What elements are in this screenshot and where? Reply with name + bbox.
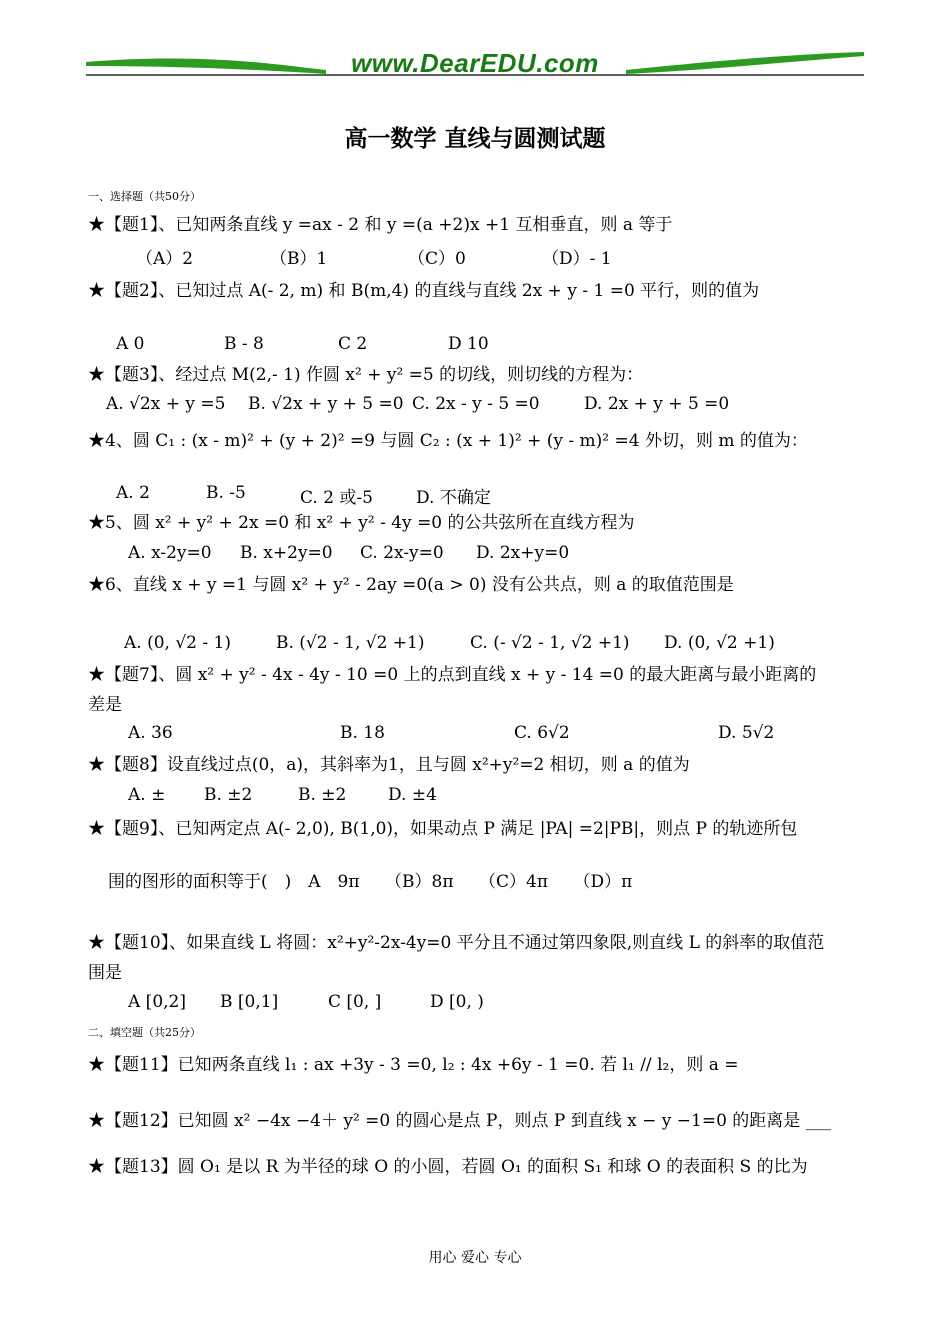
question-10-line-2: 围是 [88, 963, 122, 983]
q4-option-b: B. -5 [206, 483, 246, 503]
question-9-line-2: 围的图形的面积等于( ) A 9π （B）8π （C）4π （D）π [108, 872, 633, 892]
question-2: ★【题2】、已知过点 A(- 2, m) 和 B(m,4) 的直线与直线 2x + y - 1 =0 平行，则的值为 [88, 281, 760, 301]
q3-option-b: B. √2x + y + 5 =0 [248, 394, 404, 414]
q6-option-a: A. (0, √2 - 1) [124, 633, 231, 653]
q5-option-d: D. 2x+y=0 [476, 543, 570, 563]
q5-option-a: A. x-2y=0 [128, 543, 212, 563]
question-6: ★6、直线 x + y =1 与圆 x² + y² - 2ay =0(a > 0) 没有公共点，则 a 的取值范围是 [88, 575, 734, 595]
question-7-line-1: ★【题7】、圆 x² + y² - 4x - 4y - 10 =0 上的点到直线 x + y - 14 =0 的最大距离与最小距离的 [88, 665, 817, 685]
q2-option-d: D 10 [448, 334, 489, 354]
q10-option-b: B [0,1] [220, 992, 279, 1012]
q8-option-a: A. ± [128, 785, 166, 805]
q5-option-c: C. 2x-y=0 [360, 543, 444, 563]
q7-option-b: B. 18 [340, 723, 385, 743]
page-footer: 用心 爱心 专心 [428, 1250, 522, 1266]
question-5: ★5、圆 x² + y² + 2x =0 和 x² + y² - 4y =0 的公共弦所在直线方程为 [88, 513, 635, 533]
q7-option-a: A. 36 [128, 723, 173, 743]
q4-option-a: A. 2 [116, 483, 150, 503]
page-title: 高一数学 直线与圆测试题 [344, 126, 606, 152]
page-header [86, 44, 864, 84]
q3-option-a: A. √2x + y =5 [106, 394, 226, 414]
q10-option-a: A [0,2] [128, 992, 186, 1012]
section-heading-fill: 二、填空题（共25分） [88, 1026, 201, 1039]
q10-option-c: C [0, ] [328, 992, 382, 1012]
q3-option-d: D. 2x + y + 5 =0 [584, 394, 730, 414]
site-logo-text[interactable]: www.DearEDU.com [351, 48, 599, 78]
question-10-line-1: ★【题10】、如果直线 L 将圆：x²+y²-2x-4y=0 平分且不通过第四象限,则直线 L 的斜率的取值范 [88, 933, 825, 953]
q8-option-b: B. ±2 [204, 785, 253, 805]
q2-option-b: B - 8 [224, 334, 264, 354]
q1-option-c: （C）0 [408, 249, 466, 269]
q8-option-b2: B. ±2 [298, 785, 347, 805]
question-11: ★【题11】已知两条直线 l₁ : ax +3y - 3 =0, l₂ : 4x +6y - 1 =0. 若 l₁ // l₂，则 a = [88, 1055, 739, 1075]
question-3: ★【题3】、经过点 M(2,- 1) 作圆 x² + y² =5 的切线，则切线的方程为： [88, 365, 644, 385]
question-13: ★【题13】圆 O₁ 是以 R 为半径的球 O 的小圆，若圆 O₁ 的面积 S₁ 和球 O 的表面积 S 的比为 [88, 1157, 808, 1177]
q2-option-a: A 0 [116, 334, 145, 354]
q4-option-c: C. 2 或-5 [300, 488, 373, 508]
question-1: ★【题1】、已知两条直线 y =ax - 2 和 y =(a +2)x +1 互相垂直，则 a 等于 [88, 215, 673, 235]
q1-option-b: （B）1 [270, 249, 328, 269]
question-7-line-2: 差是 [88, 695, 122, 715]
q4-option-d: D. 不确定 [416, 488, 491, 508]
q2-option-c: C 2 [338, 334, 368, 354]
q7-option-d: D. 5√2 [718, 723, 775, 743]
question-8: ★【题8】设直线过点(0，a)，其斜率为1，且与圆 x²+y²=2 相切，则 a 的值为 [88, 755, 690, 775]
q6-option-b: B. (√2 - 1, √2 +1) [276, 633, 425, 653]
q6-option-c: C. (- √2 - 1, √2 +1) [470, 633, 630, 653]
section-heading-choice: 一、选择题（共50分） [88, 190, 201, 203]
q1-option-a: （A）2 [136, 249, 194, 269]
q5-option-b: B. x+2y=0 [240, 543, 333, 563]
q3-option-c: C. 2x - y - 5 =0 [412, 394, 540, 414]
q7-option-c: C. 6√2 [514, 723, 570, 743]
question-12: ★【题12】已知圆 x² −4x −4＋ y² =0 的圆心是点 P，则点 P 到直线 x − y −1=0 的距离是 ___ [88, 1111, 832, 1131]
q6-option-d: D. (0, √2 +1) [664, 633, 775, 653]
q10-option-d: D [0, ) [430, 992, 484, 1012]
question-4: ★4、圆 C₁ : (x - m)² + (y + 2)² =9 与圆 C₂ : (x + 1)² + (y - m)² =4 外切，则 m 的值为： [88, 431, 808, 451]
q1-option-d: （D）- 1 [542, 249, 612, 269]
q8-option-d: D. ±4 [388, 785, 437, 805]
question-9-line-1: ★【题9】、已知两定点 A(- 2,0), B(1,0)，如果动点 P 满足 |PA| =2|PB|，则点 P 的轨迹所包 [88, 819, 798, 839]
